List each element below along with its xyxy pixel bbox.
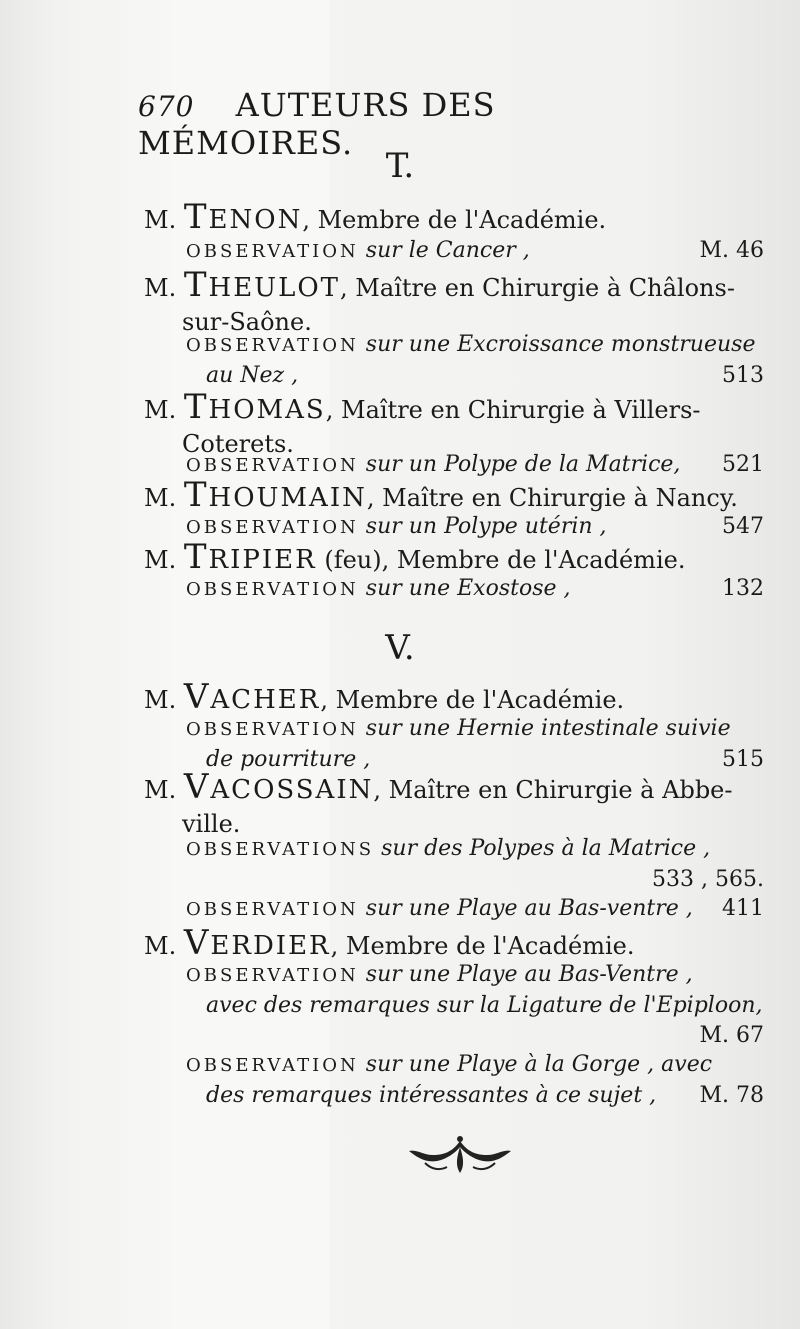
observation-text: sur des Polypes à la Matrice , [381, 836, 711, 861]
name-rest: HOUMAIN [208, 483, 367, 513]
name-initial: T [183, 537, 209, 577]
author-name [183, 387, 326, 427]
author-role-cont: Coterets. [182, 430, 294, 458]
section-letter-v: V. [385, 628, 415, 668]
observation-label: OBSERVATION [186, 965, 359, 986]
author-name [183, 537, 317, 577]
author-role-cont: sur-Saône. [182, 308, 312, 336]
observation-text: sur une Hernie intestinale suivie [365, 716, 731, 741]
author-role: , Membre de l'Académie. [320, 686, 625, 714]
name-initial: T [183, 387, 209, 427]
fleuron-ornament-icon [405, 1133, 515, 1177]
page-reference: 515 [722, 747, 764, 772]
author-role: , Maître en Chirurgie à Châlons- [340, 274, 735, 302]
name-rest: ACHER [210, 685, 321, 715]
page-reference: 513 [722, 363, 764, 388]
entry-prefix: M. [144, 396, 177, 424]
observation-text-cont: au Nez , [206, 363, 299, 388]
name-initial: T [183, 265, 209, 305]
observation-text: sur une Exostose , [365, 576, 571, 601]
observation-label: OBSERVATION [186, 335, 359, 356]
entry-prefix: M. [144, 206, 177, 234]
author-role: (feu), Membre de l'Académie. [316, 546, 686, 574]
name-rest: HEULOT [208, 273, 341, 303]
observation-label: OBSERVATION [186, 579, 359, 600]
author-name [183, 475, 367, 515]
observation-text-cont: avec des remarques sur la Ligature de l'Epiploon, [206, 993, 763, 1018]
name-initial: V [183, 923, 211, 963]
name-rest: RIPIER [208, 545, 317, 575]
observation-line [186, 834, 764, 895]
author-role: , Maître en Chirurgie à Villers- [325, 396, 701, 424]
observation-text-cont: des remarques intéressantes à ce sujet , [206, 1083, 657, 1108]
entry-vacher [144, 677, 764, 717]
page-reference: M. 78 [699, 1083, 764, 1108]
observation-line [186, 574, 764, 605]
entry-prefix: M. [144, 484, 177, 512]
section-letter-t: T. [385, 146, 415, 186]
author-role: , Membre de l'Académie. [302, 206, 607, 234]
entry-prefix: M. [144, 776, 177, 804]
page-reference: 132 [722, 576, 764, 601]
name-rest: ENON [208, 205, 303, 235]
observation-label: OBSERVATION [186, 1055, 359, 1076]
observation-label: OBSERVATIONS [186, 839, 375, 860]
author-role: , Maître en Chirurgie à Nancy. [366, 484, 738, 512]
observation-text: sur une Playe au Bas-ventre , [365, 896, 693, 921]
observation-line [186, 960, 764, 1051]
observation-line [186, 714, 764, 775]
name-rest: HOMAS [208, 395, 326, 425]
name-rest: ACOSSAIN [210, 775, 374, 805]
observation-label: OBSERVATION [186, 719, 359, 740]
name-initial: T [183, 197, 209, 237]
entry-tripier [144, 537, 764, 577]
entry-thoumain [144, 475, 764, 515]
author-name [183, 923, 331, 963]
observation-label: OBSERVATION [186, 517, 359, 538]
author-name [183, 677, 321, 717]
entry-prefix: M. [144, 274, 177, 302]
observation-text: sur une Excroissance monstrueuse [365, 332, 756, 357]
entry-tenon [144, 197, 764, 237]
page-reference: M. 46 [699, 238, 764, 263]
observation-line [186, 330, 764, 391]
entry-prefix: M. [144, 932, 177, 960]
page-reference: M. 67 [699, 1023, 764, 1048]
entry-theulot [144, 265, 764, 339]
page-title: AUTEURS DES MÉMOIRES. [138, 86, 496, 162]
observation-label: OBSERVATION [186, 899, 359, 920]
author-name [183, 265, 341, 305]
author-name [183, 197, 303, 237]
entry-vacossain [144, 767, 764, 841]
author-role: , Maître en Chirurgie à Abbe- [373, 776, 733, 804]
observation-text: sur un Polype de la Matrice, [365, 452, 681, 477]
observation-line [186, 1050, 764, 1111]
observation-line [186, 450, 764, 481]
name-rest: ERDIER [210, 931, 331, 961]
observation-text: sur une Playe à la Gorge , avec [365, 1052, 713, 1077]
page-reference: 547 [722, 514, 764, 539]
observation-label: OBSERVATION [186, 241, 359, 262]
name-initial: T [183, 475, 209, 515]
entry-prefix: M. [144, 686, 177, 714]
author-name [183, 767, 374, 807]
observation-line [186, 894, 764, 925]
entry-prefix: M. [144, 546, 177, 574]
entry-verdier [144, 923, 764, 963]
page-reference: 521 [722, 452, 764, 477]
page-reference: 533 , 565. [652, 867, 764, 892]
page-reference: 411 [722, 896, 764, 921]
author-role-cont: ville. [182, 810, 241, 838]
name-initial: V [183, 767, 211, 807]
observation-text: sur le Cancer , [365, 238, 530, 263]
observation-line [186, 236, 764, 267]
observation-text: sur un Polype utérin , [365, 514, 607, 539]
observation-line [186, 512, 764, 543]
observation-text: sur une Playe au Bas-Ventre , [365, 962, 693, 987]
name-initial: V [183, 677, 211, 717]
page-number: 670 [138, 90, 195, 123]
author-role: , Membre de l'Académie. [330, 932, 635, 960]
observation-label: OBSERVATION [186, 455, 359, 476]
observation-text-cont: de pourriture , [206, 747, 371, 772]
